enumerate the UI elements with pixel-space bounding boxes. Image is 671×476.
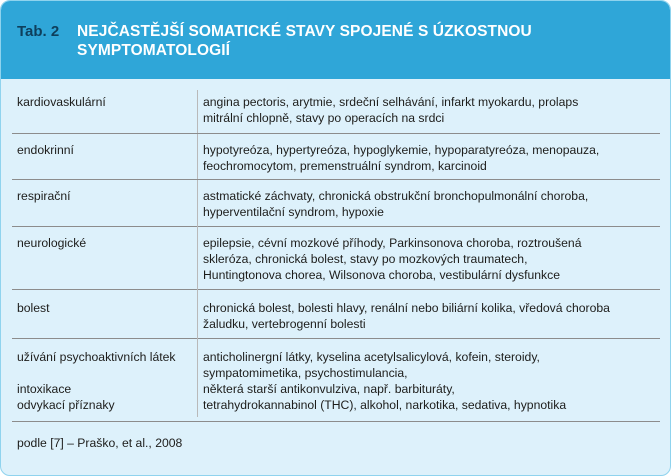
conditions-cell bbox=[203, 142, 599, 174]
table-row bbox=[1, 184, 670, 226]
conditions-line: některá starší antikonvulziva, např. barbituráty, bbox=[203, 382, 455, 396]
table-source-note: podle [7] – Praško, et al., 2008 bbox=[17, 436, 183, 450]
category-cell bbox=[17, 235, 86, 251]
table-row bbox=[1, 296, 670, 338]
category-cell bbox=[17, 349, 176, 413]
conditions-line: chronická bolest, bolesti hlavy, renální nebo biliární kolika, vředová choroba bbox=[203, 301, 610, 315]
category-line: bolest bbox=[17, 301, 50, 315]
conditions-cell bbox=[203, 94, 578, 126]
conditions-line: astmatické záchvaty, chronická obstrukční bronchopulmonální choroba, bbox=[203, 189, 589, 203]
conditions-line: žaludku, vertebrogenní bolesti bbox=[203, 317, 366, 331]
table-row bbox=[1, 138, 670, 180]
table-row bbox=[1, 345, 670, 419]
category-line: respirační bbox=[17, 189, 71, 203]
conditions-line: tetrahydrokannabinol (THC), alkohol, narkotika, sedativa, hypnotika bbox=[203, 398, 567, 412]
column-divider bbox=[197, 289, 198, 338]
conditions-cell bbox=[203, 188, 588, 220]
category-cell bbox=[17, 94, 106, 110]
conditions-line: anticholinergní látky, kyselina acetylsalicylová, kofein, steroidy, bbox=[203, 350, 540, 364]
conditions-line: skleróza, chronická bolest, stavy po mozkových traumatech, bbox=[203, 252, 528, 266]
category-line: neurologické bbox=[17, 236, 87, 250]
conditions-cell bbox=[203, 349, 566, 413]
conditions-cell bbox=[203, 235, 581, 283]
row-separator bbox=[12, 133, 660, 134]
conditions-line: hyperventilační syndrom, hypoxie bbox=[203, 205, 384, 219]
category-cell bbox=[17, 142, 74, 158]
conditions-line: hypotyreóza, hypertyreóza, hypoglykemie, hypoparatyreóza, menopauza, bbox=[203, 143, 600, 157]
conditions-line: epilepsie, cévní mozkové příhody, Parkinsonova choroba, roztroušená bbox=[203, 236, 582, 250]
category-line: intoxikace bbox=[17, 382, 72, 396]
conditions-line: feochromocytom, premenstruální syndrom, karcinoid bbox=[203, 159, 487, 173]
row-separator bbox=[12, 421, 660, 422]
table-row bbox=[1, 231, 670, 289]
table-header bbox=[1, 1, 670, 79]
column-divider bbox=[197, 90, 198, 134]
conditions-line: Huntingtonova chorea, Wilsonova choroba, vestibulární dysfunkce bbox=[203, 268, 561, 282]
category-cell bbox=[17, 188, 71, 204]
table-title: NEJČASTĚJŠÍ SOMATICKÉ STAVY SPOJENÉ S ÚZKOSTNOU SYMPTOMATOLOGIÍ bbox=[77, 23, 532, 59]
category-line: odvykací příznaky bbox=[17, 398, 115, 412]
row-separator bbox=[12, 289, 660, 290]
conditions-line: mitrální chlopně, stavy po operacích na srdci bbox=[203, 111, 445, 125]
conditions-line: sympatomimetika, psychostimulancia, bbox=[203, 366, 408, 380]
column-divider bbox=[197, 180, 198, 226]
table-number: Tab. 2 bbox=[17, 23, 60, 40]
category-cell bbox=[17, 300, 50, 316]
category-line bbox=[17, 365, 176, 381]
column-divider bbox=[197, 134, 198, 180]
row-separator bbox=[12, 226, 660, 227]
row-separator bbox=[12, 179, 660, 180]
conditions-cell bbox=[203, 300, 610, 332]
conditions-line: angina pectoris, arytmie, srdeční selhávání, infarkt myokardu, prolaps bbox=[203, 95, 579, 109]
row-separator bbox=[12, 338, 660, 339]
category-line: kardiovaskulární bbox=[17, 95, 106, 109]
column-divider bbox=[197, 338, 198, 417]
table-row bbox=[1, 90, 670, 138]
category-line: endokrinní bbox=[17, 143, 74, 157]
category-line: užívání psychoaktivních látek bbox=[17, 350, 176, 364]
column-divider bbox=[197, 226, 198, 289]
